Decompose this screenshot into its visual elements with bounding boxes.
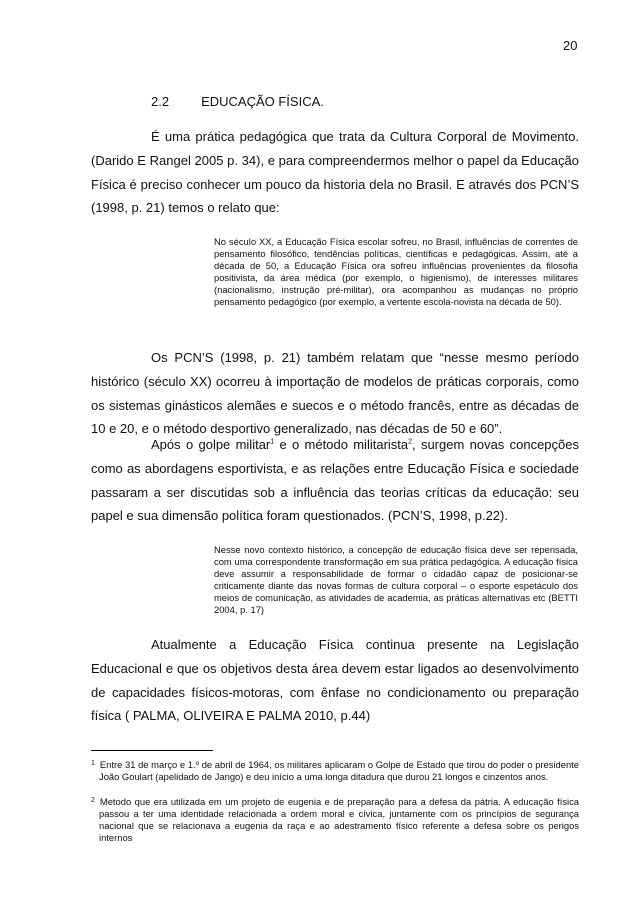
footnote-2 (91, 795, 579, 844)
paragraph-4: Atualmente a Educação Física continua presente na Legislação Educacional e que os objetivos desta área devem estar ligados ao desenvolvimento de capacidades físicos-motoras, com ênfase no condicionamento ou preparação física ( PALMA, OLIVEIRA E PALMA 2010, p.44) (91, 637, 579, 724)
section-heading (151, 94, 324, 109)
paragraph-3-text-a: Após o golpe militar (151, 437, 271, 452)
paragraph-2: Os PCN’S (1998, p. 21) também relatam que “nesse mesmo período histórico (século XX) ocorreu à importação de modelos de práticas corporais, como os sistemas ginásticos alemães e suecos e o método francês, entre as décadas de 10 e 20, e o método desportivo generalizado, nas décadas de 50 e 60”. (91, 350, 579, 437)
footnote-ref-1[interactable]: 1 (270, 438, 275, 446)
paragraph-1: É uma prática pedagógica que trata da Cultura Corporal de Movimento. (Darido E Rangel 2005 p. 34), e para compreendermos melhor o papel da Educação Física é preciso conhecer um pouco da historia dela no Brasil. E através dos PCN’S (1998, p. 21) temos o relato que: (91, 129, 579, 216)
footnote-2-mark: 2 (91, 797, 95, 804)
block-quote-1: No século XX, a Educação Física escolar sofreu, no Brasil, influências de correntes de pensamento filosófico, tendências políticas, científicas e pedagógicas. Assim, até a década de 50, a Educação Física ora sofreu influências provenientes da filosofia positivista, da área médica (por exemplo, o higienismo), de interesses militares (nacionalismo, instrução pré-militar), ora acompanhou as mudanças no próprio pensamento pedagógico (por exemplo, a vertente escola-novista na década de 50). (214, 236, 578, 307)
section-title: EDUCAÇÃO FÍSICA. (201, 94, 324, 109)
footnote-1-text: Entre 31 de março e 1.º de abril de 1964, os militares aplicaram o Golpe de Estado que tirou do poder o presidente João Goulart (apelidado de Jango) e deu início a uma longa ditadura que durou 21 longos e cinzentos anos. (99, 759, 579, 782)
paragraph-3-text-c: , surgem novas concepções como as abordagens esportivista, e as relações entre Educação Física e sociedade passaram a ser discutidas sob a influência das teorias críticas da educação: seu papel e sua dimensão política foram questionados. (PCN’S, 1998, p.22). (91, 437, 579, 524)
footnote-ref-2[interactable]: 2 (408, 438, 413, 446)
footnote-1 (91, 758, 579, 783)
footnote-1-mark: 1 (91, 760, 95, 767)
paragraph-3-text-b: e o método militarista (274, 437, 409, 452)
footnote-separator (91, 750, 213, 751)
block-quote-2: Nesse novo contexto histórico, a concepção de educação física deve ser repensada, com uma correspondente transformação em sua prática pedagógica. A educação física deve assumir a responsabilidade de formar o cidadão capaz de posicionar-se criticamente diante das novas formas de cultura corporal – o esporte espetáculo dos meios de comunicação, as atividades de academia, as práticas alternativas etc (BETTI 2004, p. 17) (214, 544, 578, 615)
section-number: 2.2 (151, 94, 170, 109)
paragraph-3 (91, 433, 579, 528)
page-number: 20 (563, 38, 578, 53)
footnote-2-text: Metodo que era utilizada em um projeto de eugenia e de preparação para a defesa da pátria. A educação física passou a ter uma identidade relacionada a ordem moral e cívica, juntamente com os princípios de segurança nacional que se relacionava a eugenia da raça e ao adestramento físico referente a defesa sobre os perigos internos (99, 796, 579, 843)
